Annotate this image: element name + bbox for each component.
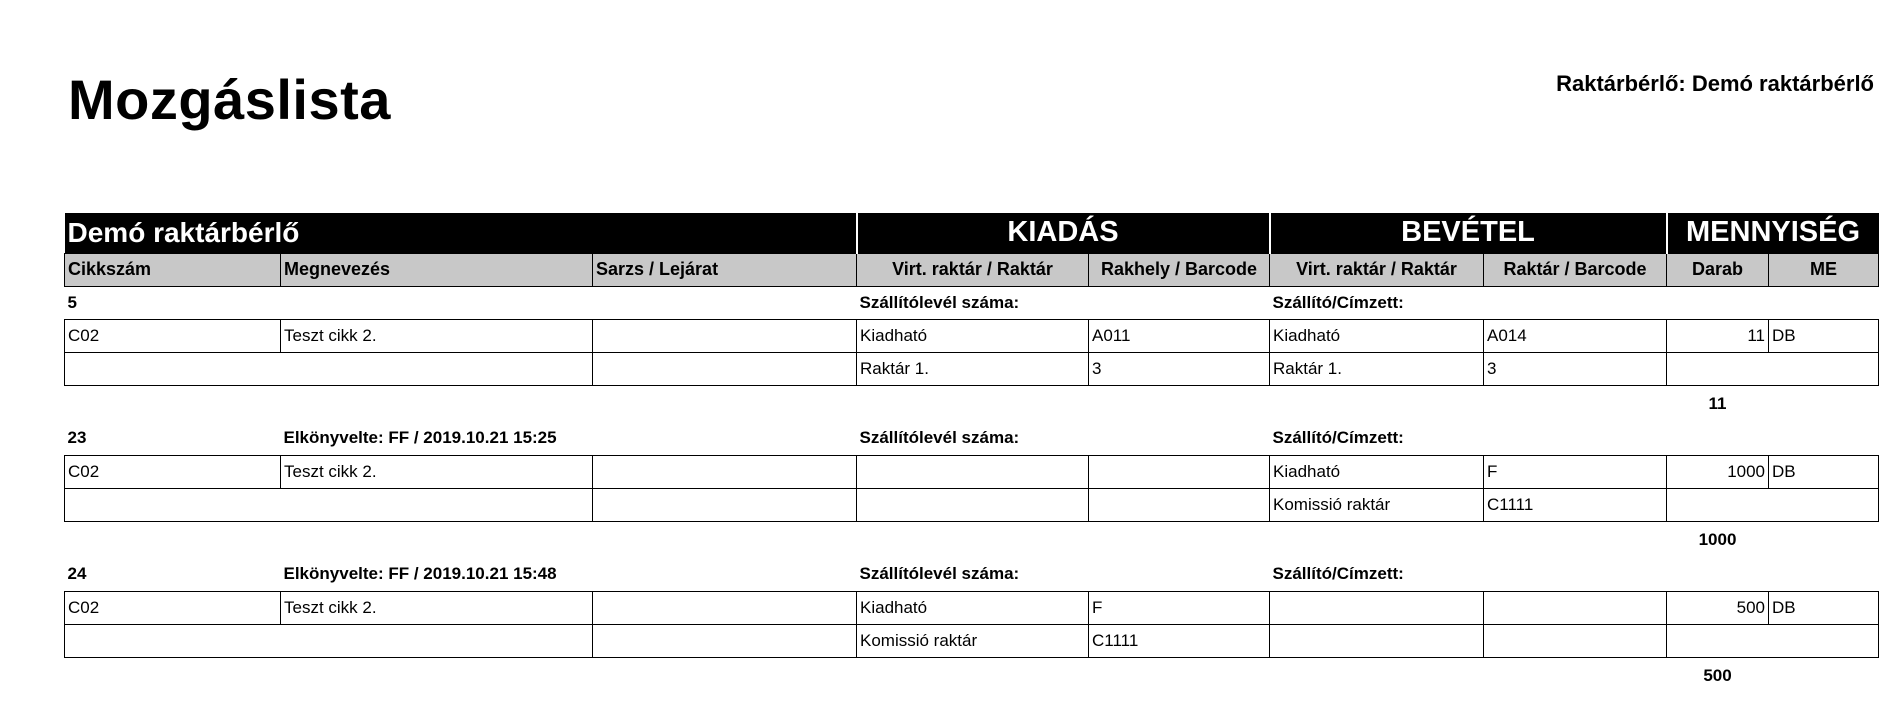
receipt-location: F [1484,455,1667,488]
movement-note: Elkönyvelte: FF / 2019.10.21 15:25 [283,428,557,448]
spacer [65,385,1667,422]
col-header-receipt-location: Raktár / Barcode [1484,253,1667,286]
spacer [1769,521,1879,558]
movement-total-row [65,521,1879,558]
section-issue: KIADÁS [857,213,1270,253]
col-header-name: Megnevezés [281,253,593,286]
movement-item-row [65,455,1879,488]
receipt-location: A014 [1484,319,1667,352]
col-header-count: Darab [1667,253,1769,286]
col-header-issue-location: Rakhely / Barcode [1089,253,1270,286]
spacer [1769,385,1879,422]
page-title: Mozgáslista [68,68,391,131]
issue-location [1089,455,1270,488]
empty-cell [65,352,593,385]
item-name: Teszt cikk 2. [281,455,593,488]
movement-item-row [65,319,1879,352]
issue-location: A011 [1089,319,1270,352]
issue-warehouse-2 [857,488,1089,521]
receipt-location-2: C1111 [1484,488,1667,521]
section-receipt: BEVÉTEL [1270,213,1667,253]
item-sku: C02 [65,319,281,352]
partner-label: Szállító/Címzett: [1272,292,1404,312]
item-sku: C02 [65,455,281,488]
receipt-location-2 [1484,624,1667,657]
issue-warehouse: Kiadható [857,591,1089,624]
empty-cell [1667,488,1879,521]
issue-warehouse-2: Komissió raktár [857,624,1089,657]
empty-cell [593,488,857,521]
movement-header-row [65,558,1879,591]
delivery-note-label: Szállítólevél száma: [859,292,1020,312]
item-unit: DB [1769,455,1879,488]
item-sku: C02 [65,591,281,624]
partner-label: Szállító/Címzett: [1272,428,1404,448]
receipt-warehouse-2 [1270,624,1484,657]
company-name: Demó raktárbérlő [65,213,857,253]
issue-warehouse [857,455,1089,488]
item-quantity: 11 [1667,319,1769,352]
tenant-label: Raktárbérlő: Demó raktárbérlő [1556,71,1874,96]
item-quantity: 500 [1667,591,1769,624]
empty-cell [1667,624,1879,657]
delivery-note-label: Szállítólevél száma: [859,564,1020,584]
empty-cell [65,624,593,657]
receipt-warehouse: Kiadható [1270,455,1484,488]
empty-cell [593,352,857,385]
receipt-location-2: 3 [1484,352,1667,385]
spacer [1769,657,1879,694]
movement-location-row [65,352,1879,385]
movement-table [64,213,1879,694]
section-quantity: MENNYISÉG [1667,213,1879,253]
empty-cell [65,488,593,521]
col-header-receipt-warehouse: Virt. raktár / Raktár [1270,253,1484,286]
empty-cell [1667,352,1879,385]
column-header-row [65,253,1879,286]
col-header-unit: ME [1769,253,1879,286]
receipt-warehouse-2: Komissió raktár [1270,488,1484,521]
col-header-batch: Sarzs / Lejárat [593,253,857,286]
movement-location-row [65,624,1879,657]
movement-id: 23 [67,428,87,448]
issue-location: F [1089,591,1270,624]
item-batch [593,319,857,352]
partner-label: Szállító/Címzett: [1272,564,1404,584]
item-batch [593,591,857,624]
item-quantity: 1000 [1667,455,1769,488]
receipt-warehouse: Kiadható [1270,319,1484,352]
receipt-warehouse-2: Raktár 1. [1270,352,1484,385]
delivery-note-label: Szállítólevél száma: [859,428,1020,448]
movement-note: Elkönyvelte: FF / 2019.10.21 15:48 [283,564,557,584]
movement-item-row [65,591,1879,624]
movement-total-row [65,385,1879,422]
movement-header-row [65,422,1879,455]
movement-total: 11 [1708,393,1727,413]
issue-warehouse-2: Raktár 1. [857,352,1089,385]
movement-note [281,286,857,319]
item-unit: DB [1769,591,1879,624]
item-batch [593,455,857,488]
receipt-warehouse [1270,591,1484,624]
movement-total: 1000 [1698,529,1737,549]
issue-location-2 [1089,488,1270,521]
item-unit: DB [1769,319,1879,352]
spacer [65,521,1667,558]
item-name: Teszt cikk 2. [281,591,593,624]
empty-cell [593,624,857,657]
movement-location-row [65,488,1879,521]
movement-total: 500 [1703,665,1732,685]
issue-location-2: C1111 [1089,624,1270,657]
col-header-issue-warehouse: Virt. raktár / Raktár [857,253,1089,286]
movement-id: 24 [67,564,87,584]
issue-location-2: 3 [1089,352,1270,385]
receipt-location [1484,591,1667,624]
movement-id: 5 [67,292,77,312]
section-header-row [65,213,1879,253]
movement-header-row [65,286,1879,319]
issue-warehouse: Kiadható [857,319,1089,352]
item-name: Teszt cikk 2. [281,319,593,352]
movement-total-row [65,657,1879,694]
spacer [65,657,1667,694]
col-header-sku: Cikkszám [65,253,281,286]
